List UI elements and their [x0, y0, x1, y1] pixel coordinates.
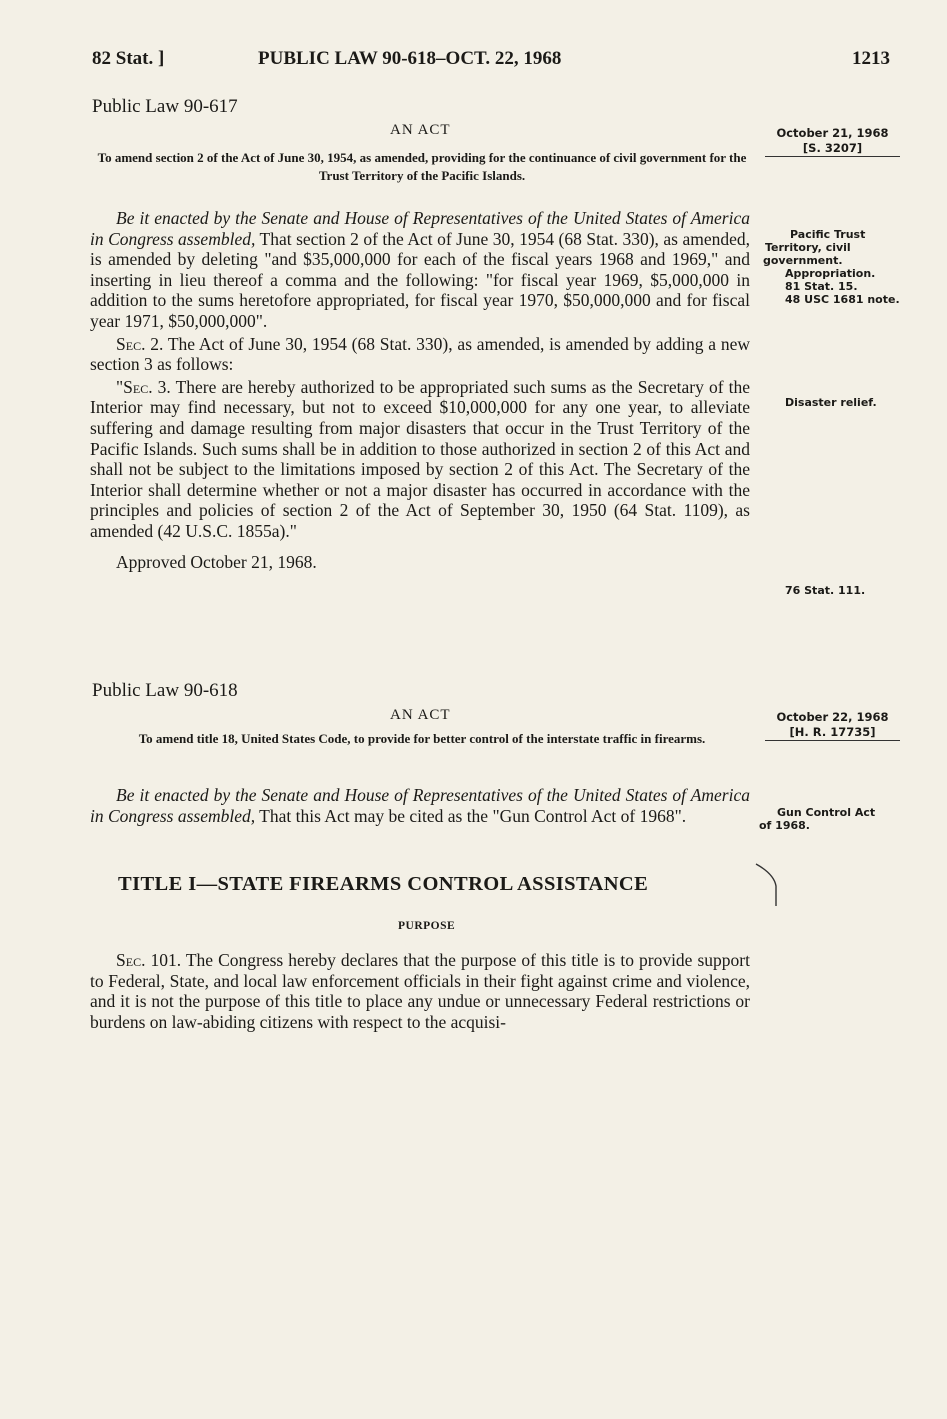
- margin-48-usc: 48 USC 1681 note.: [785, 293, 900, 306]
- law1-sec3-label: "Sec. 3.: [116, 376, 171, 397]
- purpose-heading: PURPOSE: [398, 920, 456, 932]
- margin-81-stat: 81 Stat. 15.: [785, 280, 858, 293]
- margin-gun-line2: of 1968.: [759, 819, 810, 832]
- law1-bill-number: [S. 3207]: [765, 141, 900, 157]
- law2-purpose: To amend title 18, United States Code, to provide for better control of the interstate traffic in firearms.: [138, 731, 706, 746]
- law2-body: [90, 785, 750, 826]
- law1-approved: Approved October 21, 1968.: [116, 551, 317, 572]
- law1-section1-text: That section 2 of the Act of June 30, 1954 (68 Stat. 330), as amended, is amended by deleting "and $35,000,000 for each of the fiscal years 1968 and 1969," and inserting in lieu thereof a comma and the following: "for fiscal year 1969, $5,000,000 in addition to the sums heretofore appropriated, for fiscal year 1970, $50,000,000 and for fiscal year 1971, $50,000,000".: [90, 228, 750, 331]
- margin-pacific-line3: government.: [763, 254, 843, 267]
- law2-date-text: October 22, 1968: [776, 710, 889, 724]
- running-head-title: PUBLIC LAW 90-618–OCT. 22, 1968: [258, 48, 562, 69]
- law2-title: Public Law 90-618: [92, 680, 238, 701]
- law1-body: [90, 208, 750, 572]
- law1-date: [765, 126, 900, 157]
- law1-title: Public Law 90-617: [92, 96, 238, 117]
- law1-purpose: To amend section 2 of the Act of June 30, 1954, as amended, providing for the continuance of civil government for the Trust Territory of the Pacific Islands.: [97, 150, 747, 183]
- law2-bill-number: [H. R. 17735]: [765, 725, 900, 741]
- law1-sec2-text: The Act of June 30, 1954 (68 Stat. 330), as amended, is amended by adding a new section 3 as follows:: [90, 333, 750, 375]
- margin-pacific-line1: Pacific Trust: [790, 228, 866, 241]
- margin-76-stat: 76 Stat. 111.: [785, 584, 866, 597]
- law1-enacting-clause: Be it enacted by the Senate and House of Representatives of the United States of America in Congress assembled,: [90, 208, 750, 249]
- law1-enacting-paragraph: [90, 208, 750, 332]
- sec101-text: The Congress hereby declares that the purpose of this title is to provide support to Federal, State, and local law enforcement officials in their fight against crime and violence, and it is not the purpose of this title to place any undue or unnecessary Federal restrictions or burdens on law-abiding citizens with respect to the acquisi-: [90, 950, 750, 1032]
- section-101-paragraph: [90, 950, 750, 1032]
- margin-gun-control-act: [759, 806, 876, 832]
- law2-act-heading: AN ACT: [390, 707, 451, 723]
- law1-date-text: October 21, 1968: [776, 126, 889, 140]
- page-number: 1213: [852, 48, 890, 69]
- law2-enacting-paragraph: [90, 785, 750, 826]
- margin-bracket: [752, 862, 782, 908]
- law1-sec2-label: Sec. 2.: [116, 333, 164, 354]
- sec101-label: Sec. 101.: [116, 950, 182, 970]
- title-i-heading: TITLE I—STATE FIREARMS CONTROL ASSISTANCE: [118, 873, 649, 895]
- law2-section1-text: That this Act may be cited as the "Gun Control Act of 1968".: [255, 805, 687, 826]
- margin-pacific-trust: [763, 228, 900, 306]
- law2-enacting-clause: Be it enacted by the Senate and House of Representatives of the United States of America in Congress assembled,: [90, 785, 750, 826]
- margin-appropriation: Appropriation.: [785, 267, 876, 280]
- law1-section3-paragraph: [90, 377, 750, 542]
- law1-act-heading: AN ACT: [390, 122, 451, 138]
- law1-section2-paragraph: [90, 334, 750, 375]
- section-101-body: [90, 950, 750, 1032]
- margin-pacific-line2: Territory, civil: [765, 241, 851, 254]
- law2-date: [765, 710, 900, 741]
- margin-disaster-relief: Disaster relief.: [785, 396, 877, 409]
- running-head-stat: 82 Stat. ]: [92, 48, 165, 69]
- margin-gun-line1: Gun Control Act: [777, 806, 876, 819]
- law1-sec3-text: There are hereby authorized to be appropriated such sums as the Secretary of the Interior may find necessary, but not to exceed $10,000,000 for any one year, to alleviate suffering and damage resulting from major disasters that occur in the Trust Territory of the Pacific Islands. Such sums shall be in addition to those authorized in section 2 of this Act and shall not be subject to the limitations imposed by section 2 of this Act. The Secretary of the Interior shall determine whether or not a major disaster has occurred in accordance with the principles and policies of section 2 of the Act of September 30, 1950 (64 Stat. 1109), as amended (42 U.S.C. 1855a).": [90, 376, 750, 541]
